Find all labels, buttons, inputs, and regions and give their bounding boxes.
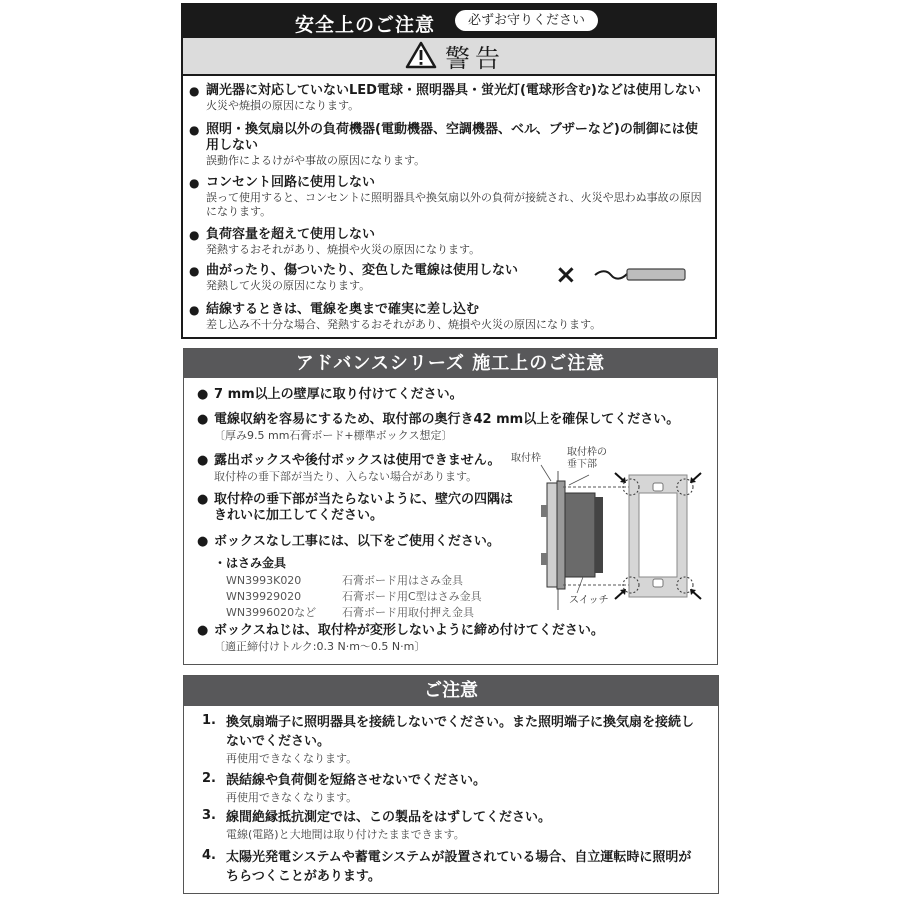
note-item: [202, 771, 702, 805]
part-code: WN3993K020: [226, 574, 302, 587]
warning-label: 警告: [445, 44, 506, 73]
construction-item-title: ● ボックスなし工事には、以下をご使用ください。: [197, 534, 500, 550]
safety-item-note: 誤動作によるけがや事故の原因になります。: [206, 154, 426, 167]
safety-item: [189, 227, 713, 257]
mounting-frame-drawing: [511, 445, 711, 615]
safety-item-note: 火災や焼損の原因になります。: [206, 99, 360, 112]
part-code: WN3996020など: [226, 606, 317, 619]
safety-item: [189, 175, 713, 219]
note-title: 太陽光発電システムや蓄電システムが設置されている場合、自立運転時に照明がちらつくことがあります。: [226, 850, 692, 884]
safety-item-title: ● コンセント回路に使用しない: [189, 175, 713, 191]
drop-part-label-line2: 垂下部: [567, 459, 597, 470]
notes-section: [183, 675, 719, 894]
note-detail: 再使用できなくなります。: [226, 752, 358, 765]
note-item: [202, 848, 702, 886]
safety-title: 安全上のご注意: [295, 14, 436, 36]
note-item: [202, 713, 702, 766]
construction-item: [197, 453, 501, 484]
drop-part-label-line1: 取付枠の: [567, 447, 607, 458]
part-row: [226, 572, 463, 588]
note-number: 3.: [202, 808, 216, 823]
note-title: 誤結線や負荷側を短絡させないでください。: [226, 773, 487, 788]
safety-item-note: 発熱して火災の原因になります。: [206, 279, 371, 292]
prohibited-x-mark: ×: [555, 260, 577, 290]
note-number: 4.: [202, 848, 216, 863]
safety-item-note: 発熱するおそれがあり、焼損や火災の原因になります。: [206, 243, 481, 256]
frame-label: 取付枠: [511, 453, 541, 464]
part-desc: 石膏ボード用はさみ金具: [342, 574, 463, 587]
construction-title: アドバンスシリーズ 施工上のご注意: [184, 349, 717, 378]
construction-section: [183, 348, 718, 665]
safety-item: [189, 122, 713, 168]
construction-item: [197, 623, 604, 654]
safety-item-title: ● 照明・換気扇以外の負荷機器(電動機器、空調機器、ベル、ブザーなど)の制御には使用しない: [189, 122, 706, 154]
damaged-wire-icon: [593, 264, 689, 286]
notes-title: ご注意: [184, 676, 718, 706]
construction-item-title: ● 7 mm以上の壁厚に取り付けてください。: [197, 387, 463, 403]
construction-item-title: ● ボックスねじは、取付枠が変形しないように締め付けてください。: [197, 623, 604, 639]
clip-fitting-heading: ・はさみ金具: [214, 556, 287, 570]
warning-bar: [183, 38, 715, 76]
note-detail: 再使用できなくなります。: [226, 791, 358, 804]
construction-item: [197, 387, 463, 403]
note-title: 換気扇端子に照明器具を接続しないでください。また照明端子に換気扇を接続しないでください。: [226, 715, 695, 749]
note-number: 1.: [202, 713, 216, 728]
part-code: WN39929020: [226, 590, 302, 603]
must-follow-badge: 必ずお守りください: [455, 10, 598, 31]
construction-item: [197, 412, 679, 443]
construction-item-note: 〔適正締付けトルク:0.3 N·m〜0.5 N·m〕: [214, 640, 426, 653]
note-item: [202, 808, 702, 842]
part-desc: 石膏ボード用C型はさみ金具: [342, 590, 482, 603]
construction-item: [197, 534, 500, 550]
safety-item-title: ● 曲がったり、傷ついたり、変色した電線は使用しない: [189, 263, 713, 279]
switch-label: スイッチ: [569, 595, 609, 606]
construction-item-note: 〔厚み9.5 mm石膏ボード+標準ボックス想定〕: [214, 429, 453, 442]
note-title: 線間絶縁抵抗測定では、この製品をはずしてください。: [226, 810, 552, 825]
part-desc: 石膏ボード用取付押え金具: [342, 606, 474, 619]
safety-item-title: ● 調光器に対応していないLED電球・照明器具・蛍光灯(電球形含む)などは使用しない: [189, 83, 713, 99]
construction-item-title: ● 取付枠の垂下部が当たらないように、壁穴の四隅はきれいに加工してください。: [197, 492, 514, 524]
part-row: [226, 604, 474, 620]
safety-item: [189, 302, 713, 332]
construction-item-note: 取付枠の垂下部が当たり、入らない場合があります。: [214, 470, 478, 483]
safety-item-note: 誤って使用すると、コンセントに照明器具や換気扇以外の負荷が接続され、火災や思わぬ事故の原因になります。: [206, 191, 702, 218]
mounting-frame-diagram: [511, 445, 711, 615]
part-row: [226, 588, 482, 604]
safety-item-note: 差し込み不十分な場合、発熱するおそれがあり、焼損や火災の原因になります。: [206, 318, 602, 331]
note-detail: 電線(電路)と大地間は取り付けたままできます。: [226, 828, 465, 841]
safety-section: [181, 3, 717, 339]
safety-item-title: ● 負荷容量を超えて使用しない: [189, 227, 713, 243]
safety-item: [189, 83, 713, 113]
construction-item-title: ● 電線収納を容易にするため、取付部の奥行き42 mm以上を確保してください。: [197, 412, 679, 428]
safety-header: [183, 5, 715, 38]
construction-item-title: ● 露出ボックスや後付ボックスは使用できません。: [197, 453, 501, 469]
construction-item: [197, 492, 514, 524]
note-number: 2.: [202, 771, 216, 786]
warning-triangle-icon: [405, 41, 437, 69]
safety-item-title: ● 結線するときは、電線を奥まで確実に差し込む: [189, 302, 713, 318]
